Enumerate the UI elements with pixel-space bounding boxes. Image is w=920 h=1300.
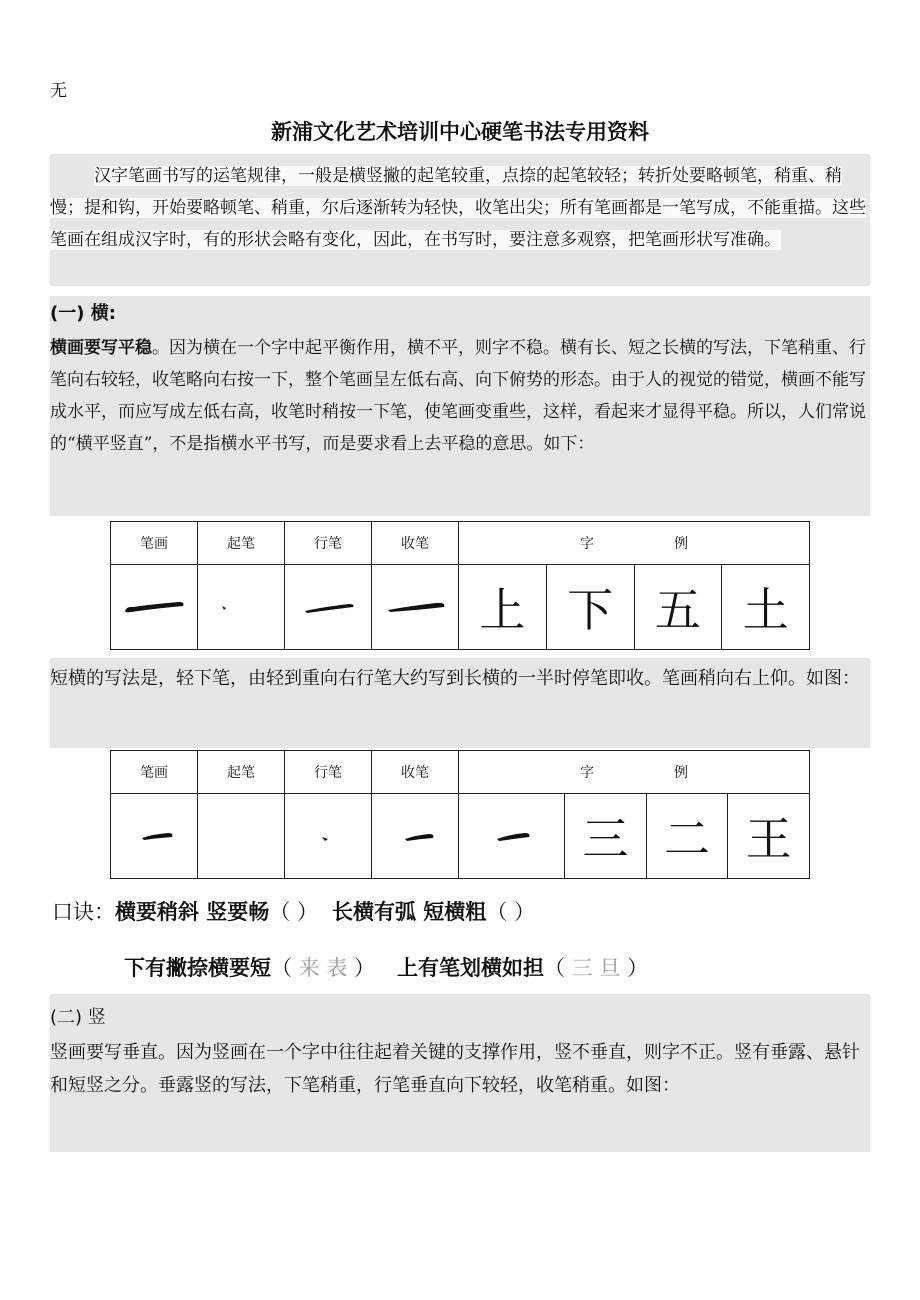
page-title: 新浦文化艺术培训中心硬笔书法专用资料	[271, 120, 649, 144]
example-char: 王	[728, 794, 810, 879]
example-stroke	[459, 794, 565, 879]
example-char: 上	[459, 565, 547, 650]
header-move: 行笔	[285, 522, 372, 565]
top-mark: 无	[50, 81, 67, 101]
short-heng-paragraph: 短横的写法是，轻下笔，由轻到重向右行笔大约写到长横的一半时停笔即收。笔画稍向右上仰。如图：	[50, 668, 860, 689]
stroke-short-heng	[111, 794, 198, 879]
stroke-start-empty	[198, 794, 285, 879]
stroke-start-dot	[198, 565, 285, 650]
stroke-table-long-heng	[110, 521, 810, 650]
header-end: 收笔	[372, 522, 459, 565]
header-stroke: 笔画	[111, 751, 198, 794]
header-start: 起笔	[198, 522, 285, 565]
mnemonic-line-1: 口诀：横要稍斜 竖要畅（ ） 长横有弧 短横粗（ ）	[52, 900, 535, 924]
stroke-move	[285, 565, 372, 650]
header-end: 收笔	[372, 751, 459, 794]
example-char: 三	[564, 794, 646, 879]
mnemonic-line-2: 下有撇捺横要短（ 来 表 ） 上有笔划横如担（ 三 旦 ）	[124, 956, 649, 980]
intro-paragraph: 汉字笔画书写的运笔规律，一般是横竖撇的起笔较重，点捺的起笔较轻；转折处要略顿笔，稍重、稍慢；提和钩，开始要略顿笔、稍重，尔后逐渐转为轻快，收笔出尖；所有笔画都是一笔写成，不能重描。这些笔画在组成汉字时，有的形状会略有变化，因此，在书写时，要注意多观察，把笔画形状写准确。	[50, 166, 866, 250]
example-char: 二	[646, 794, 728, 879]
header-examples: 字 例	[459, 522, 810, 565]
section-heading-shu: (二) 竖	[50, 1007, 106, 1028]
stroke-move-dot	[285, 794, 372, 879]
header-move: 行笔	[285, 751, 372, 794]
example-char: 下	[546, 565, 634, 650]
header-examples: 字 例	[459, 751, 810, 794]
heng-paragraph: 横画要写平稳。因为横在一个字中起平衡作用，横不平，则字不稳。横有长、短之长横的写法，下笔稍重、行笔向右较轻，收笔略向右按一下，整个笔画呈左低右高、向下俯势的形态。由于人的视觉的错觉，横画不能写成水平，而应写成左低右高，收笔时稍按一下笔，使笔画变重些，这样，看起来才显得平稳。所以，人们常说的“横平竖直”，不是指横水平书写，而是要求看上去平稳的意思。如下：	[50, 338, 866, 454]
example-char: 土	[722, 565, 810, 650]
shu-paragraph: 竖画要写垂直。因为竖画在一个字中往往起着关键的支撑作用，竖不垂直，则字不正。竖有垂露、悬针和短竖之分。垂露竖的写法，下笔稍重，行笔垂直向下较轻，收笔稍重。如图：	[50, 1042, 860, 1096]
example-char: 五	[634, 565, 722, 650]
header-start: 起笔	[198, 751, 285, 794]
stroke-long-heng	[111, 565, 198, 650]
stroke-end	[372, 565, 459, 650]
section-heading-heng: (一) 横:	[50, 303, 116, 324]
heng-lead: 横画要写平稳	[50, 338, 152, 358]
stroke-table-short-heng	[110, 750, 810, 879]
stroke-end	[372, 794, 459, 879]
header-stroke: 笔画	[111, 522, 198, 565]
